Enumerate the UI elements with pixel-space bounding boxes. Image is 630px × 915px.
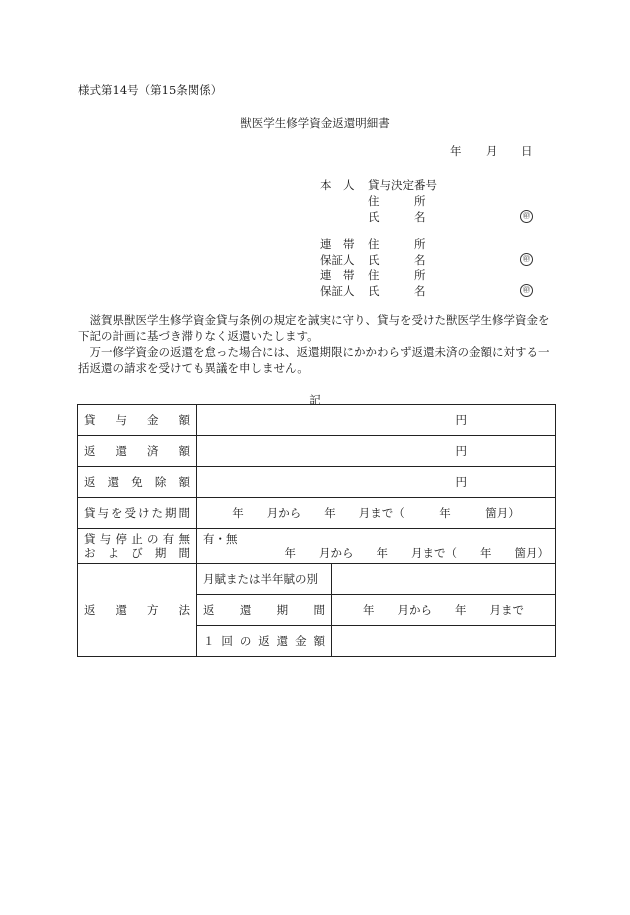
loan-amount-field[interactable]: 円 — [197, 405, 556, 436]
installment-type-field[interactable] — [332, 564, 556, 595]
loan-period-label: 貸与を受けた期間 — [78, 498, 197, 529]
guarantor-label-line2: 保証人 — [320, 284, 355, 298]
table-row — [78, 498, 556, 529]
guarantor-name-label: 氏 名 — [368, 253, 426, 267]
loan-period-field[interactable]: 年 月から 年 月まで（ 年 箇月） — [197, 498, 556, 529]
suspension-label-line2: および期間 — [84, 546, 190, 560]
repayment-detail-table — [77, 404, 556, 657]
exempt-amount-label: 返還免除額 — [78, 467, 197, 498]
guarantor-block-2 — [320, 267, 535, 299]
suspension-label-line1: 貸与停止の有無 — [84, 532, 190, 546]
loan-decision-number-label: 貸与決定番号 — [368, 178, 437, 192]
repayment-method-label: 返還方法 — [78, 564, 197, 657]
table-row — [78, 564, 556, 595]
repayment-period-label: 返 還 期 間 — [197, 595, 332, 626]
guarantor-address-label: 住 所 — [368, 237, 426, 251]
exempt-amount-field[interactable]: 円 — [197, 467, 556, 498]
guarantor-label-line1: 連 帯 — [320, 237, 355, 251]
table-row — [78, 529, 556, 564]
guarantor-name-label: 氏 名 — [368, 284, 426, 298]
guarantor-block-1 — [320, 236, 535, 268]
seal-mark: ㊞ — [520, 210, 533, 223]
suspension-label — [78, 529, 197, 564]
installment-type-label: 月賦または半年賦の別 — [197, 564, 332, 595]
seal-mark: ㊞ — [520, 253, 533, 266]
guarantor-label-line1: 連 帯 — [320, 268, 355, 282]
date-month: 月 — [486, 144, 498, 158]
document-title: 獣医学生修学資金返還明細書 — [240, 116, 390, 130]
installment-amount-field[interactable] — [332, 626, 556, 657]
date-day: 日 — [521, 144, 533, 158]
guarantor-address-label: 住 所 — [368, 268, 426, 282]
form-id: 様式第14号（第15条関係） — [78, 83, 223, 97]
body-text — [78, 312, 556, 376]
loan-amount-label: 貸与金額 — [78, 405, 197, 436]
repaid-amount-field[interactable]: 円 — [197, 436, 556, 467]
table-row — [78, 436, 556, 467]
installment-amount-label: １回の返還金額 — [197, 626, 332, 657]
repayment-period-field[interactable]: 年 月から 年 月まで — [332, 595, 556, 626]
table-row — [78, 467, 556, 498]
suspension-period: 年 月から 年 月まで（ 年 箇月） — [284, 546, 549, 560]
repaid-amount-label: 返還済額 — [78, 436, 197, 467]
principal-name-label: 氏 名 — [368, 210, 426, 224]
suspension-choice: 有・無 — [203, 532, 238, 546]
suspension-field[interactable] — [197, 529, 556, 564]
principal-block — [320, 177, 535, 225]
seal-mark: ㊞ — [520, 284, 533, 297]
pledge-paragraph: 滋賀県獣医学生修学資金貸与条例の規定を誠実に守り、貸与を受けた獣医学生修学資金を下記の計画に基づき滞りなく返還いたします。 — [78, 313, 550, 343]
date-year: 年 — [450, 144, 462, 158]
ki-heading: 記 — [309, 393, 321, 407]
principal-label: 本 人 — [320, 178, 355, 192]
principal-address-label: 住 所 — [368, 194, 426, 208]
table-row — [78, 405, 556, 436]
guarantor-label-line2: 保証人 — [320, 253, 355, 267]
default-paragraph: 万一修学資金の返還を怠った場合には、返還期限にかかわらず返還未済の金額に対する一括返還の請求を受けても異議を申しません。 — [78, 345, 550, 375]
